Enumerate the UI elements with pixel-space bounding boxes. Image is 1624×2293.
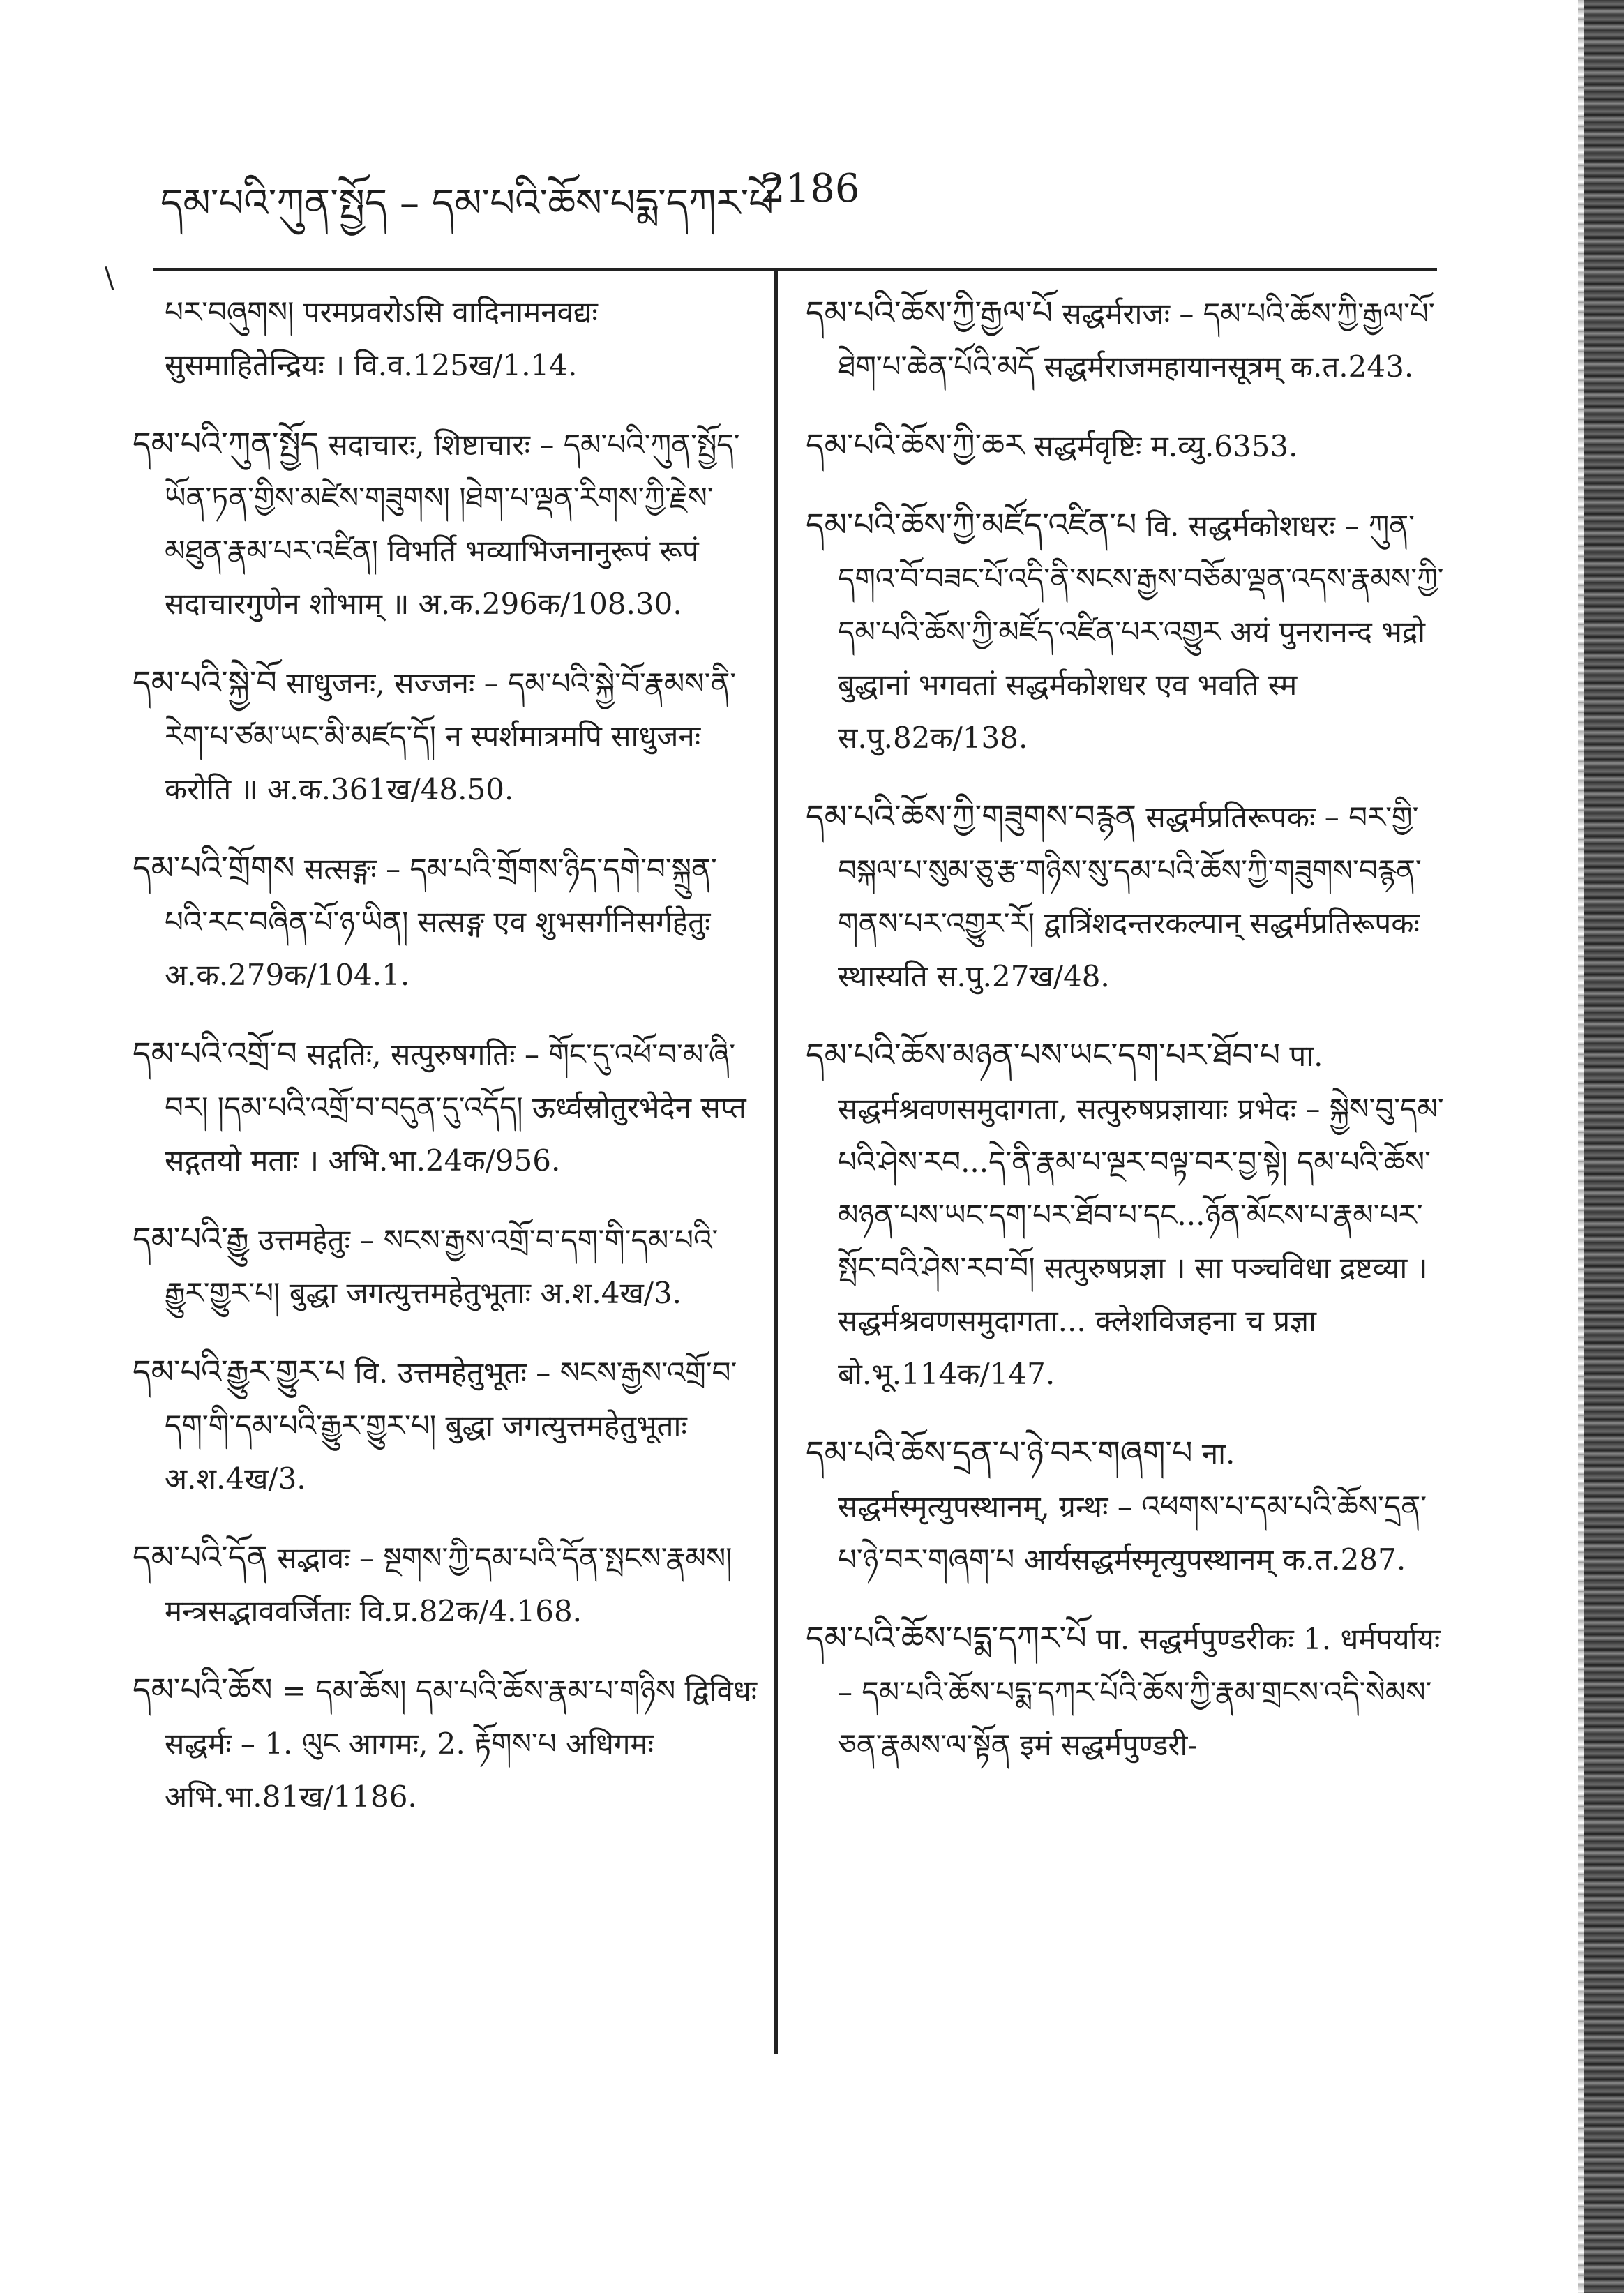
entry-text: सद्धर्मराजः – དམ་པའི་ཆོས་ཀྱི་རྒྱལ་པོ་ཐེག་པ་ཆེན་པོའི་མདོ सद्धर्मराजमहायानसूत्रम् क.त.243. [838, 296, 1435, 384]
dictionary-entry [806, 498, 1448, 765]
page-number: 2186 [760, 166, 860, 211]
entry-text: साधुजनः, सज्जनः – དམ་པའི་སྐྱེ་བོ་རྣམས་ནི་རེག་པ་ཙམ་ཡང་མི་མཛད་དོ། न स्पर्शमात्रमपि साधुजनः करोति ॥ अ.क.361ख/48.50. [165, 666, 737, 806]
dictionary-entry [806, 1426, 1448, 1586]
entry-headword: དམ་པའི་རྒྱུ [133, 1220, 249, 1258]
entry-headword: དམ་པའི་དོན [133, 1538, 269, 1576]
dictionary-entry [133, 1663, 760, 1824]
right-column [806, 286, 1448, 1797]
left-column [133, 286, 760, 1849]
entry-text: पा. सद्धर्मपुण्डरीकः 1. धर्मपर्यायः – དམ་པའི་ཆོས་པདྨ་དཀར་པོའི་ཆོས་ཀྱི་རྣམ་གྲངས་འདི་སེམས་ཅན་རྣམས་ལ་སྟོན इमं सद्धर्मपुण्डरी- [838, 1622, 1441, 1762]
page-header [160, 152, 1430, 236]
entry-text: सद्भावः – སྔགས་ཀྱི་དམ་པའི་དོན་སྤངས་རྣམས། मन्त्रसद्भाववर्जिताः वि.प्र.82क/4.168. [165, 1541, 732, 1628]
entry-headword: དམ་པའི་སྐྱེ་བོ [133, 663, 277, 701]
entry-text: सद्धर्मवृष्टिः म.व्यु.6353. [1024, 429, 1298, 463]
entry-headword: དམ་པའི་ཆོས་པདྨ་དཀར་པོ [806, 1619, 1087, 1657]
scan-edge [1584, 0, 1624, 2293]
entry-text: = དམ་ཆོས། དམ་པའི་ཆོས་རྣམ་པ་གཉིས द्विविधः सद्धर्मः – 1. ལུང आगमः, 2. རྟོགས་པ अधिगमः अभि.भा.81ख/1186. [165, 1674, 758, 1814]
dictionary-entry [133, 656, 760, 816]
dictionary-entry [133, 1345, 760, 1505]
entry-headword: དམ་པའི་ཆོས་དྲན་པ་ཉེ་བར་གཞག་པ [806, 1434, 1193, 1471]
entry-text: पा. सद्धर्मश्रवणसमुदागता, सत्पुरुषप्रज्ञायाः प्रभेदः – སྐྱེས་བུ་དམ་པའི་ཤེས་རབ...དེ་ནི་རྣམ་པ་ལྔར་བལྟ་བར་བྱ་སྟེ། དམ་པའི་ཆོས་མཉན་པས་ཡང་དག་པར་ཐོབ་པ་དང...ཉོན་མོངས་པ་རྣམ་པར་སྤོང་བའི་ཤེས་རབ་བོ། सत्पुरुषप्रज्ञा । सा पञ्चविधा द्रष्टव्या । सद्धर्मश्रवणसमुदागता... क्लेशविजहना च प्रज्ञा बो.भू.114क/147. [838, 1039, 1444, 1391]
dictionary-entry [133, 286, 760, 392]
entry-headword: དམ་པའི་ཆོས [133, 1671, 273, 1708]
dictionary-entry [806, 286, 1448, 393]
dictionary-entry [133, 841, 760, 1002]
dictionary-entry [133, 1212, 760, 1320]
entry-text: सद्गतिः, सत्पुरुषगतिः – གོང་དུ་འཕོ་བ་མ་ཞི་བར། །དམ་པའི་འགྲོ་བ་བདུན་དུ་འདོད། ऊर्ध्वस्रोतुरभेदेन सप्त सद्गतयो मताः । अभि.भा.24क/956. [165, 1037, 746, 1178]
stray-mark: \ [105, 262, 114, 294]
entry-headword: དམ་པའི་ཆོས་མཉན་པས་ཡང་དག་པར་ཐོབ་པ [806, 1036, 1281, 1074]
dictionary-entry [806, 1028, 1448, 1401]
entry-text: सदाचारः, शिष्टाचारः – དམ་པའི་ཀུན་སྤྱོད་ཡོན་ཏན་གྱིས་མཛེས་གཟུགས། །ཐེག་པ་ལྡན་རིགས་ཀྱི་རྗེས་མཐུན་རྣམ་པར་འཛིན། विभर्ति भव्याभिजनानुरूपं रूपं सदाचारगुणेन शोभाम् ॥ अ.क.296क/108.30. [165, 428, 740, 621]
entry-text: པར་བཞུགས། परमप्रवरोऽसि वादिनामनवद्यः सुसमाहितेन्द्रियः । वि.व.125ख/1.14. [165, 295, 598, 382]
dictionary-entry [806, 419, 1448, 473]
entry-text: उत्तमहेतुः – སངས་རྒྱས་འགྲོ་བ་དག་གི་དམ་པའི་རྒྱུར་གྱུར་པ། बुद्धा जगत्युत्तमहेतुभूताः अ.श.4ख/3. [165, 1223, 719, 1310]
dictionary-entry [806, 790, 1448, 1003]
entry-text: वि. उत्तमहेतुभूतः – སངས་རྒྱས་འགྲོ་བ་དག་གི་དམ་པའི་རྒྱུར་གྱུར་པ། बुद्धा जगत्युत्तमहेतुभूताः अ.श.4ख/3. [165, 1355, 737, 1496]
dictionary-entry [133, 417, 760, 631]
entry-headword: དམ་པའི་ཆོས་ཀྱི་རྒྱལ་པོ [806, 294, 1053, 331]
scan-edge-shadow [1578, 0, 1584, 2293]
entry-headword: དམ་པའི་རྒྱུར་གྱུར་པ [133, 1353, 346, 1390]
entry-headword: དམ་པའི་འགྲོ་བ [133, 1035, 297, 1072]
entry-text: सद्धर्मप्रतिरूपकः – བར་གྱི་བསྐལ་པ་སུམ་ཅུ་རྩ་གཉིས་སུ་དམ་པའི་ཆོས་ཀྱི་གཟུགས་བརྙན་གནས་པར་འགྱུར་རོ། द्वात्रिंशदन्तरकल्पान् सद्धर्मप्रतिरूपकः स्थास्यति स.पु.27ख/48. [838, 800, 1422, 993]
entry-headword: དམ་པའི་གྲོགས [133, 849, 295, 887]
entry-headword: དམ་པའི་ཆོས་ཀྱི་ཆར [806, 426, 1025, 464]
entry-headword: དམ་པའི་ཀུན་སྤྱོད [133, 425, 319, 463]
column-divider [774, 268, 778, 2054]
dictionary-entry [806, 1611, 1448, 1772]
entry-text: सत्सङ्गः – དམ་པའི་གྲོགས་ཉིད་དགེ་བ་སྐྲུན་པའི་རང་བཞིན་པོ་ཉ་ཡིན། सत्सङ्ग एव शुभसर्गनिसर्गहेतुः अ.क.279क/104.1. [165, 852, 717, 992]
entry-text: वि. सद्धर्मकोशधरः – ཀུན་དགའ་བོ་བཟང་པོ་འདི་ནི་སངས་རྒྱས་བཅོམ་ལྡན་འདས་རྣམས་ཀྱི་དམ་པའི་ཆོས་ཀྱི་མཛོད་འཛིན་པར་འགྱུར अयं पुनरानन्द भद्रो बुद्धानां भगवतां सद्धर्मकोशधर एव भवति स्म स.पु.82क/138. [838, 509, 1444, 755]
running-head: དམ་པའི་ཀུན་སྤྱོད – དམ་པའི་ཆོས་པདྨ་དཀར་པོ [160, 181, 774, 226]
dictionary-entry [133, 1531, 760, 1638]
entry-headword: དམ་པའི་ཆོས་ཀྱི་གཟུགས་བརྙན [806, 797, 1137, 835]
entry-headword: དམ་པའི་ཆོས་ཀྱི་མཛོད་འཛིན་པ [806, 506, 1137, 543]
entry-text: ना. सद्धर्मस्मृत्युपस्थानम्, ग्रन्थः – འཕགས་པ་དམ་པའི་ཆོས་དྲན་པ་ཉེ་བར་གཞག་པ आर्यसद्धर्मस्मृत्युपस्थानम् क.त.287. [838, 1436, 1427, 1577]
header-rule [153, 268, 1437, 271]
dictionary-entry [133, 1027, 760, 1187]
